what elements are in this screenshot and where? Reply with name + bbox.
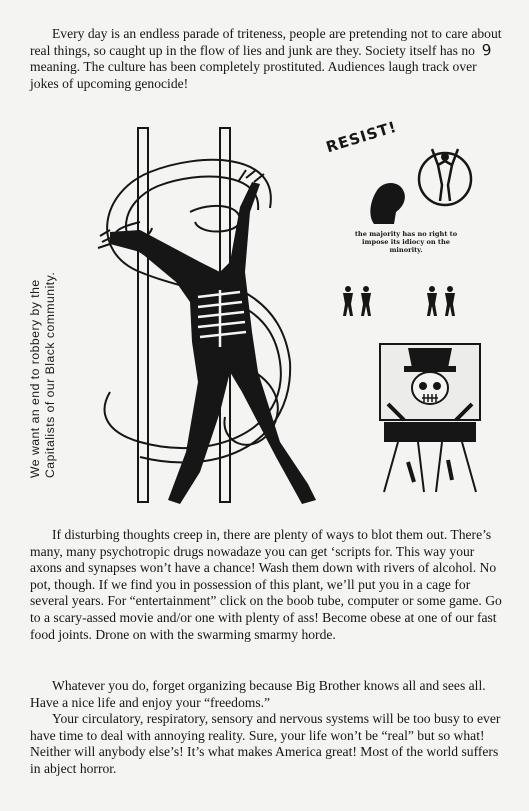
rope-coil <box>190 206 240 232</box>
hanging-figure-circle-icon <box>414 145 476 211</box>
dollar-sign-illustration <box>80 112 330 512</box>
majority-slogan: the majority has no right to impose its idiocy on the minority. <box>354 230 458 254</box>
intro-paragraph: Every day is an endless parade of triteness, people are pretending not to care about real things, so caught up in the flow of lies and junk are they. Society itself has no meaning. The culture has been completely prostituted. Audiences laugh track over jokes of upcoming genocide! <box>30 26 502 91</box>
head-silhouette-icon <box>364 176 408 228</box>
small-figures-icon <box>340 284 470 320</box>
paragraph-bottom-2: Whatever you do, forget organizing because Big Brother knows all and sees all. Have a nice life and enjoy your “freedoms.” <box>30 678 486 710</box>
paragraph-bottom-3: Your circulatory, respiratory, sensory and nervous systems will be too busy to ever have time to deal with annoying reality. Sure, your life won’t be “real” but so what! Neither will anybody else’s! It’s what makes America great! Most of the world suffers in abject horror. <box>30 711 501 776</box>
resist-label: RESIST! <box>323 117 400 157</box>
vertical-caption-line-1: We want an end to robbery by the <box>28 279 42 478</box>
uncle-sam-skull-illustration <box>378 342 482 498</box>
dollar-bar-left <box>138 128 148 502</box>
paragraph-bottom-1: If disturbing thoughts creep in, there are plenty of ways to blot them out. There’s many, many psychotropic drugs nowadaze you can get ‘scripts for. This way your axons and synapses won’t have a chance! Wash them down with rivers of alcohol. No pot, though. If we find you in possession of this plant, we’ll put you in a cage for several years. For “entertainment” click on the boob tube, computer or some game. Go to a scary-assed movie and/or one with plenty of ass! Become obese at one of our fast food joints. Drone on with the swarming smarmy horde. <box>30 527 502 642</box>
vertical-caption <box>28 178 58 478</box>
vertical-caption-line-2: Capitalists of our Black community. <box>43 271 57 478</box>
page-number: 9 <box>481 40 493 60</box>
